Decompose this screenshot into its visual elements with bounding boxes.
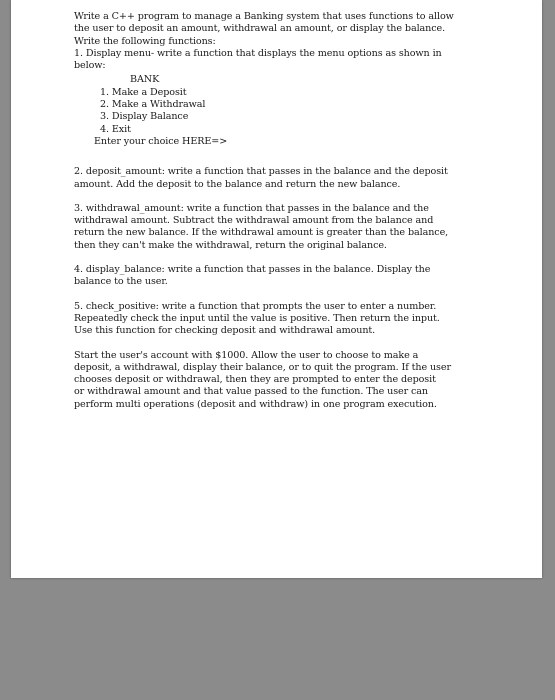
withdrawal-amount-paragraph bbox=[74, 203, 494, 252]
text-line: perform multi operations (deposit and withdraw) in one program execution. bbox=[74, 398, 437, 410]
text-line: Repeatedly check the input until the value is positive. Then return the input. bbox=[74, 312, 440, 324]
text-line: Write the following functions: bbox=[74, 35, 216, 47]
menu-example bbox=[94, 74, 494, 148]
display-balance-paragraph bbox=[74, 264, 494, 289]
text-line: 5. check_positive: write a function that prompts the user to enter a number. bbox=[74, 300, 437, 312]
menu-item: 4. Exit bbox=[100, 123, 131, 135]
text-line: 2. deposit_amount: write a function that passes in the balance and the deposit bbox=[74, 166, 448, 178]
text-line: 1. Display menu- write a function that displays the menu options as shown in bbox=[74, 47, 442, 59]
text-line: the user to deposit an amount, withdrawal an amount, or display the balance. bbox=[74, 23, 446, 35]
deposit-amount-paragraph bbox=[74, 166, 494, 191]
text-line: Write a C++ program to manage a Banking system that uses functions to allow bbox=[74, 11, 454, 22]
intro-paragraph bbox=[74, 11, 494, 72]
text-line: below: bbox=[74, 60, 106, 72]
menu-item: 2. Make a Withdrawal bbox=[100, 99, 206, 111]
text-line: Start the user's account with $1000. Allow the user to choose to make a bbox=[74, 349, 419, 361]
check-positive-paragraph bbox=[74, 301, 494, 338]
text-line: 3. withdrawal_amount: write a function that passes in the balance and the bbox=[74, 202, 429, 214]
text-line: return the new balance. If the withdrawal amount is greater than the balance, bbox=[74, 227, 449, 239]
text-line: withdrawal amount. Subtract the withdrawal amount from the balance and bbox=[74, 215, 434, 227]
text-line: balance to the user. bbox=[74, 276, 168, 288]
text-line: 4. display_balance: write a function that passes in the balance. Display the bbox=[74, 264, 431, 276]
spacer bbox=[74, 148, 494, 166]
text-line: Use this function for checking deposit and withdrawal amount. bbox=[74, 325, 376, 337]
account-start-paragraph bbox=[74, 350, 494, 411]
document-page bbox=[11, 0, 542, 578]
text-line: chooses deposit or withdrawal, then they are prompted to enter the deposit bbox=[74, 374, 436, 386]
menu-item: 1. Make a Deposit bbox=[100, 86, 187, 98]
menu-prompt: Enter your choice HERE=> bbox=[94, 135, 228, 147]
text-line: deposit, a withdrawal, display their balance, or to quit the program. If the user bbox=[74, 361, 451, 373]
menu-title: BANK bbox=[130, 74, 160, 86]
document-content bbox=[74, 11, 494, 411]
text-line: then they can't make the withdrawal, return the original balance. bbox=[74, 239, 387, 251]
text-line: amount. Add the deposit to the balance and return the new balance. bbox=[74, 178, 401, 190]
menu-item: 3. Display Balance bbox=[100, 111, 189, 123]
text-line: or withdrawal amount and that value passed to the function. The user can bbox=[74, 386, 429, 398]
